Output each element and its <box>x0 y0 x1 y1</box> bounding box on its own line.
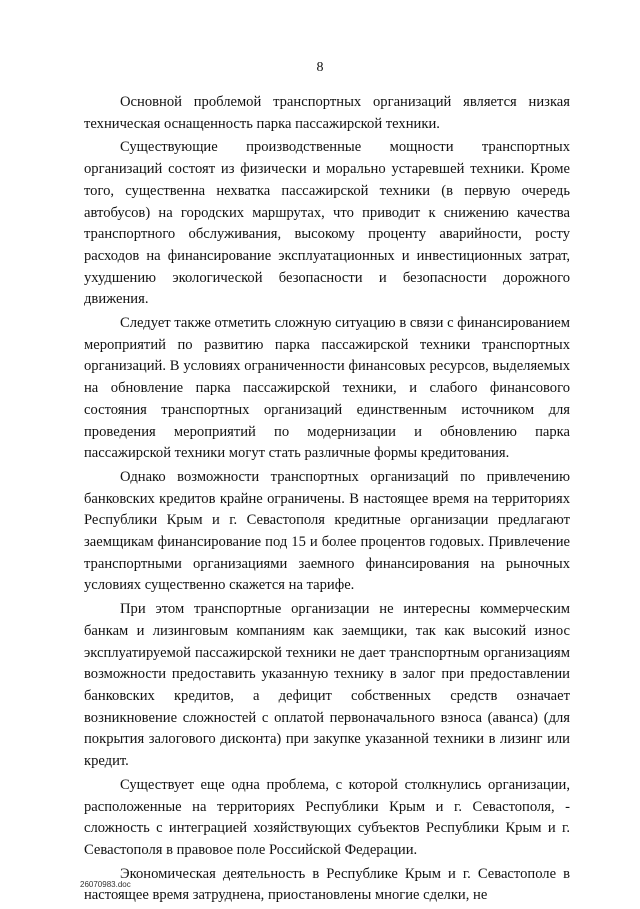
paragraph-2: Существующие производственные мощности транспортных организаций состоят из физически и морально устаревшей техники. Кроме того, существенна нехватка пассажирской техники (в первую очередь автобусов) на городских маршрутах, что приводит к снижению качества транспортного обслуживания, высокому проценту аварийности, росту расходов на финансирование эксплуатационных и инвестиционных затрат, ухудшению экологической безопасности и безопасности дорожного движения. <box>84 139 570 308</box>
page-number: 8 <box>316 60 324 75</box>
paragraph-1: Основной проблемой транспортных организаций является низкая техническая оснащенность парка пассажирской техники. <box>84 94 570 132</box>
paragraph-7: Экономическая деятельность в Республике Крым и г. Севастополе в настоящее время затруднена, приостановлены многие сделки, не <box>84 865 570 904</box>
paragraph-4: Однако возможности транспортных организаций по привлечению банковских кредитов крайне ограничены. В настоящее время на территориях Республики Крым и г. Севастополя кредитные организации предлагают заемщикам финансирование под 15 и более процентов годовых. Привлечение транспортными организациями заемного финансирования на рыночных условиях существенно скажется на тарифе. <box>84 468 570 594</box>
paragraph-6: Существует еще одна проблема, с которой столкнулись организации, расположенные на территориях Республики Крым и г. Севастополя, - сложность с интеграцией хозяйствующих субъектов Республики Крым и г. Севастополя в правовое поле Российской Федерации. <box>84 776 570 858</box>
paragraph-5: При этом транспортные организации не интересны коммерческим банкам и лизинговым компаниям как заемщики, так как высокий износ эксплуатируемой пассажирской техники не дает транспортным организациям возможности предоставить указанную технику в залог при предоставлении банковских кредитов, а дефицит собственных средств означает возникновение сложностей с оплатой первоначального взноса (аванса) (для покрытия залогового дисконта) при закупке указанной техники в лизинг или кредит. <box>84 601 570 770</box>
paragraph-3: Следует также отметить сложную ситуацию в связи с финансированием мероприятий по развитию парка пассажирской техники транспортных организаций. В условиях ограниченности финансовых ресурсов, выделяемых на обновление парка пассажирской техники, и слабого финансового состояния транспортных организаций единственным источником для проведения мероприятий по модернизации и обновлению парка пассажирской техники могут стать различные формы кредитования. <box>84 315 570 462</box>
document-body <box>84 92 570 909</box>
footer-filename: 26070983.doc <box>80 880 131 889</box>
